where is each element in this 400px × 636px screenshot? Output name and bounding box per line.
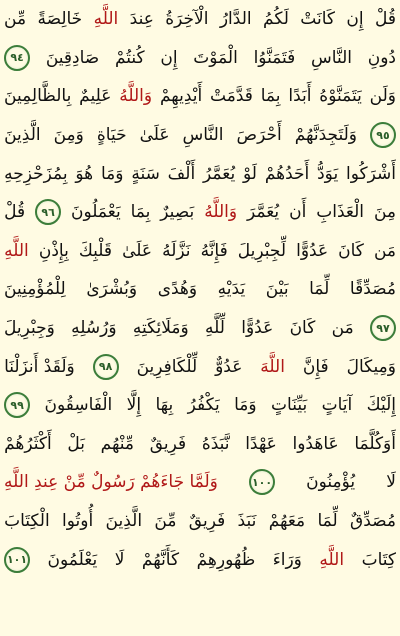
word: عَدُوًّا: [241, 318, 274, 339]
text-line: [4, 154, 396, 193]
word: دُونِ: [367, 47, 396, 68]
word: بِالظَّالِمِينَ: [4, 86, 72, 107]
word: وَاللَّهُ: [119, 86, 153, 107]
word: خَالِصَةً: [37, 9, 83, 30]
word: لِّمَا: [309, 279, 330, 300]
ayah-number-marker: ٩٧: [370, 315, 396, 341]
text-lines: [4, 0, 396, 579]
word: لَوْ: [243, 163, 257, 184]
word: الْفَاسِقُونَ: [44, 395, 113, 416]
text-line: [4, 77, 396, 116]
word: أَشْرَكُوا: [346, 163, 396, 184]
word: أَن: [289, 202, 307, 223]
text-line: [4, 347, 396, 386]
word: كِتَابَ: [361, 549, 396, 570]
text-line: [4, 232, 396, 271]
word: ظُهُورِهِمْ: [196, 549, 256, 570]
ayah-number-marker: ٩٨: [93, 354, 119, 380]
word: وَمَلَائِكَتِهِ: [132, 318, 189, 339]
word: بِمَا: [260, 86, 281, 107]
word: نَزَّلَهُ: [162, 240, 191, 261]
word: مِنَ: [373, 202, 396, 223]
word: مُصَدِّقًا: [349, 279, 396, 300]
word: بَيْنَ: [265, 279, 289, 300]
word: عَدُوٌّ: [215, 356, 243, 377]
word: قَدَّمَتْ: [210, 86, 253, 107]
word: يُعَمَّرُ: [203, 163, 236, 184]
word: حَيَاةٍ: [96, 125, 127, 146]
word: يَعْلَمُونَ: [47, 549, 98, 570]
word: فَإِنَّهُ: [200, 240, 228, 261]
word: يُؤْمِنُونَ: [306, 472, 356, 493]
text-line: [4, 193, 396, 232]
word: يُعَمَّرَ: [247, 202, 280, 223]
word: نَّبَذَهُ: [201, 433, 230, 454]
word: لَا: [114, 549, 125, 570]
word: عَدُوًّا: [296, 240, 329, 261]
word: مِّن: [4, 9, 27, 30]
word: إِن: [346, 9, 364, 30]
word: وَمَا: [100, 163, 124, 184]
word: فَتَمَنَّوُا: [253, 47, 296, 68]
word: فَرِيقٌ: [188, 511, 226, 532]
word: أَوَكُلَّمَا: [354, 433, 396, 454]
word: بِمُزَحْزِحِهِ: [4, 163, 68, 184]
ayah-number-marker: ٩٩: [4, 392, 30, 418]
word: عَلَىٰ: [122, 240, 153, 261]
word: مَن: [373, 240, 396, 261]
word: الْآخِرَةُ: [165, 9, 209, 30]
word: مُصَدِّقٌ: [350, 511, 396, 532]
word: بَلْ: [67, 433, 85, 454]
text-line: [4, 0, 396, 39]
text-line: [4, 39, 396, 78]
word: النَّاسِ: [182, 125, 224, 146]
word: لِّلَّهِ: [205, 318, 225, 339]
word: كُنتُمْ: [114, 47, 145, 68]
ayah-number-marker: ١٠٠: [249, 469, 275, 495]
word: بِمَا: [130, 202, 151, 223]
word: هُوَ: [75, 163, 94, 184]
word: إِلَيْكَ: [366, 395, 396, 416]
word: وَاللَّهُ: [204, 202, 238, 223]
word: عَهْدًا: [245, 433, 277, 454]
word: وَلَمَّا جَاءَهُمْ رَسُولٌ مِّنْ عِندِ اللَّهِ: [4, 472, 218, 493]
word: الْمَوْتَ: [193, 47, 238, 68]
word: اللَّهَ: [260, 356, 285, 377]
word: فَإِنَّ: [302, 356, 329, 377]
text-line: [4, 425, 396, 464]
text-line: [4, 270, 396, 309]
word: الَّذِينَ: [105, 511, 143, 532]
text-line: [4, 502, 396, 541]
word: قُلْ: [4, 202, 26, 223]
word: عَلِيمٌ: [79, 86, 112, 107]
text-line: [4, 309, 396, 348]
text-line: [4, 540, 396, 579]
word: نَبَذَ: [237, 511, 257, 532]
word: وَلَن: [369, 86, 396, 107]
word: أُوتُوا: [62, 511, 94, 532]
word: كَانَ: [289, 318, 316, 339]
word: عِندَ: [129, 9, 154, 30]
word: سَنَةٍ: [131, 163, 160, 184]
word: مَعَهُمْ: [268, 511, 306, 532]
word: الْعَذَابِ: [316, 202, 365, 223]
word: وَمِنَ: [53, 125, 84, 146]
word: الَّذِينَ: [4, 125, 41, 146]
word: أَبَدًا: [288, 86, 312, 107]
word: لِّمَا: [317, 511, 338, 532]
ayah-number-marker: ١٠١: [4, 547, 30, 573]
word: وَهُدًى: [157, 279, 198, 300]
word: لِّجِبْرِيلَ: [237, 240, 287, 261]
word: بَيِّنَاتٍ: [271, 395, 308, 416]
word: أَلْفَ: [167, 163, 196, 184]
word: قُلْ: [374, 9, 396, 30]
word: وَرُسُلِهِ: [71, 318, 117, 339]
word: قَلْبِكَ: [78, 240, 113, 261]
word: وَلَتَجِدَنَّهُمْ: [294, 125, 357, 146]
word: لَكُمُ: [263, 9, 289, 30]
word: بَصِيرٌ: [160, 202, 195, 223]
word: فَرِيقٌ: [149, 433, 187, 454]
word: وَمَا: [234, 395, 257, 416]
word: وَبُشْرَىٰ: [86, 279, 138, 300]
word: يَعْمَلُونَ: [71, 202, 121, 223]
word: أَيْدِيهِمْ: [159, 86, 203, 107]
word: أَحَدُهُمْ: [264, 163, 310, 184]
word: وَرَاءَ: [272, 549, 302, 570]
word: إِلَّا: [126, 395, 142, 416]
word: الدَّارُ: [219, 9, 252, 30]
text-line: [4, 116, 396, 155]
text-line: [4, 386, 396, 425]
word: لِلْمُؤْمِنِينَ: [4, 279, 66, 300]
word: مَن: [331, 318, 354, 339]
word: يَكْفُرُ: [187, 395, 220, 416]
word: وَمِيكَالَ: [346, 356, 396, 377]
word: كَانَتْ: [300, 9, 335, 30]
ayah-number-marker: ٩٦: [35, 199, 61, 225]
word: وَجِبْرِيلَ: [4, 318, 55, 339]
word: لِّلْكَافِرِينَ: [136, 356, 198, 377]
word: اللَّهِ: [4, 240, 29, 261]
word: كَانَ: [338, 240, 364, 261]
word: عَلَىٰ: [139, 125, 170, 146]
word: النَّاسِ: [311, 47, 352, 68]
word: كَأَنَّهُمْ: [141, 549, 180, 570]
text-line: [4, 463, 396, 502]
word: عَاهَدُوا: [292, 433, 339, 454]
ayah-number-marker: ٩٥: [370, 122, 396, 148]
word: مِّنَ: [154, 511, 177, 532]
word: يَوَدُّ: [317, 163, 339, 184]
word: مِّنْهُم: [100, 433, 135, 454]
word: إِن: [160, 47, 178, 68]
word: بِإِذْنِ: [38, 240, 69, 261]
word: بِهَا: [155, 395, 174, 416]
word: اللَّهِ: [93, 9, 119, 30]
word: يَدَيْهِ: [217, 279, 246, 300]
word: اللَّهِ: [319, 549, 345, 570]
word: وَلَقَدْ أَنزَلْنَا: [4, 356, 75, 377]
word: الْكِتَابَ: [4, 511, 50, 532]
word: آيَاتٍ: [321, 395, 353, 416]
word: أَحْرَصَ: [236, 125, 282, 146]
word: أَكْثَرُهُمْ: [4, 433, 52, 454]
word: صَادِقِينَ: [45, 47, 100, 68]
word: يَتَمَنَّوْهُ: [319, 86, 362, 107]
ayah-number-marker: ٩٤: [4, 45, 30, 71]
word: لَا: [386, 472, 396, 493]
